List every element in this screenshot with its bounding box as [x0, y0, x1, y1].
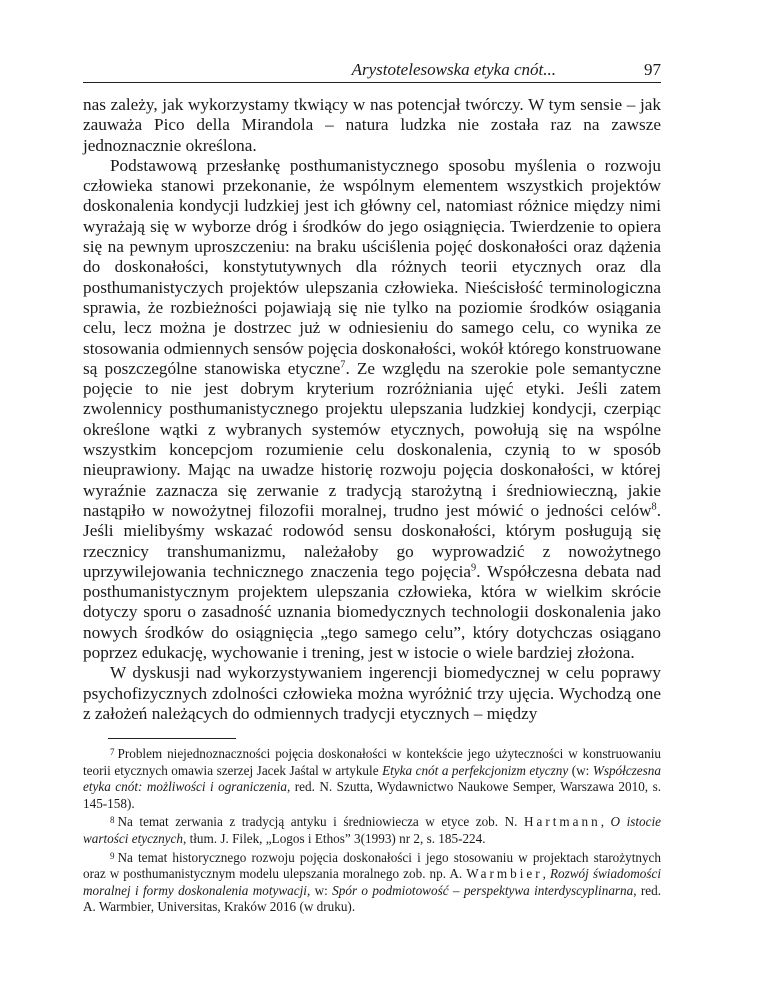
footnote-7 — [83, 744, 661, 812]
footnote-9-text-d: , red. A. Warmbier, Universitas, Kraków 2016 (w druku). — [83, 882, 662, 915]
footnote-ref-7[interactable]: 7 — [340, 359, 346, 371]
footnote-7-text-b: (w: — [568, 762, 593, 778]
footnote-7-number: 7 — [110, 747, 115, 757]
paragraph-3-text: W dyskusji nad wykorzystywaniem ingerencji biomedycznej w celu poprawy psychofizycznych zdolności człowieka można wyróżnić trzy ujęcia. Wychodzą one z założeń należących do odmiennych tradycji etycznych – między — [83, 663, 661, 723]
paragraph-2 — [83, 156, 661, 663]
footnote-8-author: Hartmann — [523, 814, 601, 830]
footnote-ref-9[interactable]: 9 — [471, 562, 477, 574]
footnote-8-title: O istocie wartości etycznych — [83, 814, 662, 846]
footnote-ref-8[interactable]: 8 — [651, 501, 657, 513]
footnote-8-text-b: , — [600, 814, 611, 830]
footnote-8-text-c: , tłum. J. Filek, „Logos i Ethos” 3(1993) nr 2, s. 185-224. — [182, 830, 486, 846]
running-title: Arystotelesowska etyka cnót... — [351, 60, 556, 79]
footnote-9-author: Warmbier — [466, 866, 543, 882]
footnote-9-text-c: , w: — [306, 882, 333, 898]
footnote-separator — [108, 738, 236, 739]
paragraph-2-text-a: Podstawową przesłankę posthumanistycznego sposobu myślenia o rozwoju człowieka stanowi przekonanie, że wspólnym elementem wszystkich projektów doskonalenia kondycji ludzkiej jest ich główny cel, natomiast różnice między nimi wyrażają się w wyborze dróg i środków do jego osiągnięcia. Twierdzenie to opiera się na pewnym uproszczeniu: na braku uściślenia pojęć doskonałości oraz dążenia do doskonałości, konstytutywnych dla różnych teorii etycznych oraz dla posthumanistyczych projektów ulepszania człowieka. Nieścisłość terminologiczna sprawia, że rozbieżności pojawiają się nie tylko na poziomie środków osiągania celu, lecz można je dostrzec już w odniesieniu do samego celu, co wynika ze stosowania odmiennych sensów pojęcia doskonałości, wokół którego konstruowane są poszczególne stanowiska etyczne — [83, 155, 661, 378]
footnote-9-text-b: , — [542, 866, 550, 882]
paragraph-2-text-b: . Ze względu na szerokie pole semantyczne pojęcie to nie jest dobrym kryterium rozróżniania ujęć etyki. Jeśli zatem zwolennicy posthumanistycznego projektu ulepszania ludzkiej kondycji, czerpiąc określone wątki z wybranych systemów etycznych, powołują się na wspólne wszystkim koncepcjom rozumienie celu doskonalenia, czynią to w sposób nieuprawiony. Mając na uwadze historię rozwoju pojęcia doskonałości, w której wyraźnie zaznacza się zerwanie z tradycją starożytną i średniowieczną, jakie nastąpiło w nowożytnej filozofii moralnej, trudno jest mówić o jedności celów — [83, 358, 662, 520]
footnote-9-number: 9 — [110, 850, 115, 861]
footnote-9 — [83, 848, 661, 916]
footnote-7-title-1: Etyka cnót a perfekcjonizm etyczny — [382, 762, 569, 778]
paragraph-2-text-c: . Jeśli mielibyśmy wskazać rodowód sensu doskonałości, którym posługują się rzecznicy transhumanizmu, należałoby go wyprowadzić z nowożytnego uprzywilejowania technicznego znaczenia tego pojęcia — [83, 500, 661, 581]
paragraph-1-text: nas zależy, jak wykorzystamy tkwiący w nas potencjał twórczy. W tym sensie – jak zauważa Pico della Mirandola – natura ludzka nie została raz na zawsze jednoznacznie określona. — [83, 95, 661, 155]
footnote-8-number: 8 — [110, 815, 115, 826]
footnote-7-title-2: Współczesna etyka cnót: możliwości i ograniczenia — [83, 762, 661, 795]
main-text — [83, 95, 661, 724]
footnotes — [83, 744, 661, 916]
footnote-9-title-1: Rozwój świadomości moralnej i formy doskonalenia motywacji — [83, 866, 661, 898]
paragraph-2-text-d: . Współczesna debata nad posthumanistycznym projektem ulepszania człowieka, która w wielkim skrócie dotyczy sporu o zasadność uznania biomedycznych technologii doskonalenia jako nowych środków do osiągnięcia „tego samego celu”, który dotychczas osiągano poprzez edukację, wychowanie i trening, jest w istocie o wiele bardziej złożona. — [83, 561, 661, 663]
running-header — [83, 60, 661, 83]
footnote-8 — [83, 812, 661, 847]
page-number: 97 — [644, 60, 661, 79]
footnote-8-text-a: Na temat zerwania z tradycją antyku i średniowiecza w etyce zob. N. — [117, 814, 524, 830]
paragraph-3 — [83, 663, 661, 724]
footnote-7-text-a: Problem niejednoznaczności pojęcia doskonałości w kontekście jego użyteczności w konstruowaniu teorii etycznych omawia szerzej Jacek Jaśtal w artykule — [83, 746, 661, 778]
footnote-9-text-a: Na temat historycznego rozwoju pojęcia doskonałości i jego stosowaniu w projektach starożytnych oraz w posthumanistycznym modelu ulepszania moralnego zob. np. A. — [83, 849, 661, 882]
paragraph-1 — [83, 95, 661, 156]
footnote-7-text-c: , red. N. Szutta, Wydawnictwo Naukowe Semper, Warszawa 2010, s. 145-158). — [83, 779, 661, 811]
footnote-9-title-2: Spór o podmiotowość – perspektywa interdyscyplinarna — [332, 882, 634, 898]
